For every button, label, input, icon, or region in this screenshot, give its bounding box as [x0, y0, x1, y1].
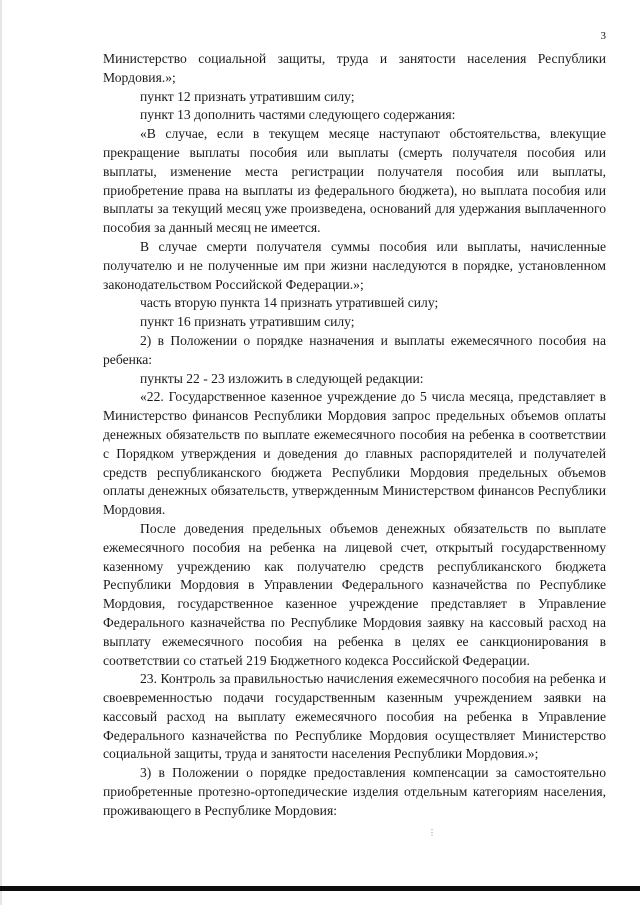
- paragraph: После доведения предельных объемов денежных обязательств по выплате ежемесячного пособия на ребенка на лицевой счет, открытый государственному казенному учреждению как получателю средств республиканского бюджета Республики Мордовия в Управлении Федерального казначейства по Республике Мордовия, государственное казенное учреждение представляет в Управление Федерального казначейства по Республике Мордовия заявку на кассовый расход на выплату ежемесячного пособия на ребенка в целях ее санкционирования в соответствии со статьей 219 Бюджетного кодекса Российской Федерации.: [103, 520, 606, 668]
- document-body: [103, 50, 606, 821]
- scan-edge-shadow: [0, 0, 2, 905]
- paragraph: «В случае, если в текущем месяце наступают обстоятельства, влекущие прекращение выплаты пособия или выплаты (смерть получателя пособия или выплаты, изменение места регистрации получателя пособия или выплаты, приобретение права на выплаты из федерального бюджета), но выплата пособия или выплаты за текущий месяц уже произведена, оснований для удержания выплаченного пособия за данный месяц не имеется.: [103, 126, 606, 236]
- paragraph: часть вторую пункта 14 признать утратившей силу;: [140, 295, 439, 311]
- paragraph: пункт 16 признать утратившим силу;: [140, 314, 355, 330]
- paragraph: 23. Контроль за правильностью начисления ежемесячного пособия на ребенка и своевременностью подачи государственным казенным учреждением заявки на кассовый расход на выплату ежемесячного пособия на ребенка в Управление Федерального казначейства по Республике Мордовия осуществляет Министерство социальной защиты, труда и занятости населения Республики Мордовия.»;: [103, 671, 606, 762]
- paragraph: пункт 12 признать утратившим силу;: [140, 88, 355, 104]
- scan-speck: ⋮: [428, 828, 436, 837]
- paragraph: 3) в Положении о порядке предоставления компенсации за самостоятельно приобретенные протезно-ортопедические изделия отдельным категориям населения, проживающего в Республике Мордовия:: [103, 765, 606, 818]
- paragraph: пункт 13 дополнить частями следующего содержания:: [140, 107, 456, 123]
- paragraph: «22. Государственное казенное учреждение до 5 числа месяца, представляет в Министерство финансов Республики Мордовия запрос предельных объемов оплаты денежных обязательств по выплате ежемесячного пособия на ребенка в соответствии с Порядком утверждения и доведения до главных распорядителей и получателей средств республиканского бюджета Республики Мордовия предельных объемов оплаты денежных обязательств, утвержденным Министерством финансов Республики Мордовия.: [103, 389, 606, 518]
- paragraph: В случае смерти получателя суммы пособия или выплаты, начисленные получателю и не полученные им при жизни наследуются в порядке, установленном законодательством Российской Федерации.»;: [103, 238, 606, 292]
- paragraph: 2) в Положении о порядке назначения и выплаты ежемесячного пособия на ребенка:: [103, 332, 606, 367]
- scan-bottom-border: [0, 886, 640, 891]
- paragraph: пункты 22 - 23 изложить в следующей редакции:: [140, 370, 424, 386]
- paragraph: Министерство социальной защиты, труда и занятости населения Республики Мордовия.»;: [103, 51, 606, 85]
- page-number: 3: [600, 30, 606, 42]
